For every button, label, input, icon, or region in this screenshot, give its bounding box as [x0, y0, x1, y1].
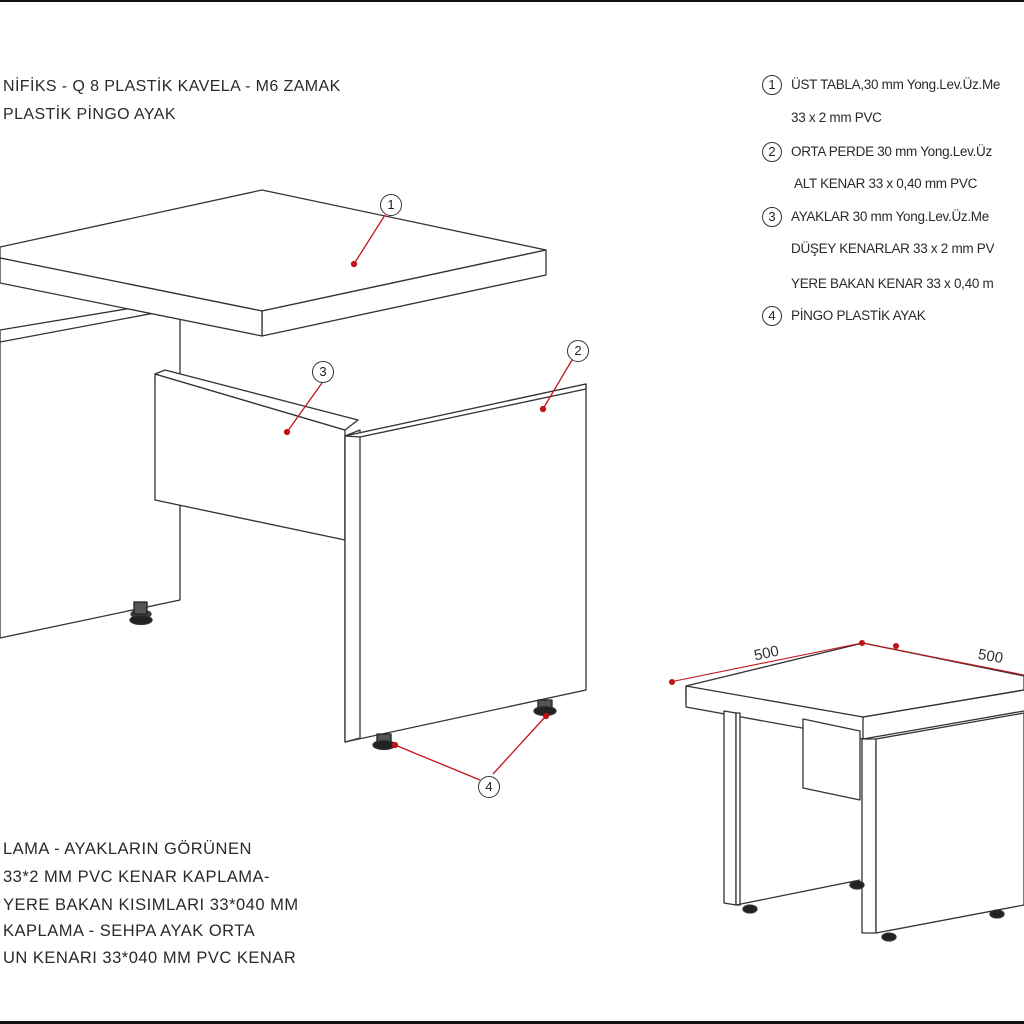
- assembled-foot-1: [743, 905, 757, 913]
- legend-number-2: 2: [762, 142, 782, 162]
- back-side-panel: [0, 300, 180, 638]
- assembled-left-leg-bottom: [736, 880, 860, 905]
- foot-front-left: [373, 734, 395, 750]
- side-panel-face: [345, 384, 586, 742]
- back-foot-stem: [134, 602, 147, 614]
- assembled-modesty-panel: [803, 719, 860, 800]
- dimension-point: [860, 641, 865, 646]
- legend-item-3-line-3: YERE BAKAN KENAR 33 x 0,40 m: [791, 276, 994, 291]
- legend-item-4-line-1: PİNGO PLASTİK AYAK: [791, 308, 926, 323]
- leader-line-4b: [493, 716, 546, 774]
- legend-number-1: 1: [762, 75, 782, 95]
- footer-note-line-5: UN KENARI 33*040 MM PVC KENAR: [3, 949, 297, 967]
- assembled-foot-3: [882, 933, 896, 941]
- callout-2: 2: [567, 340, 589, 362]
- dimension-point: [894, 644, 899, 649]
- dimension-label-width: 500: [752, 642, 781, 665]
- legend-item-3-line-2: DÜŞEY KENARLAR 33 x 2 mm PV: [791, 241, 995, 256]
- assembled-left-leg: [724, 711, 736, 905]
- legend-item-2-line-1: ORTA PERDE 30 mm Yong.Lev.Üz: [791, 144, 992, 159]
- assembled-right-leg-face: [876, 713, 1024, 933]
- side-panel-edge: [345, 430, 360, 742]
- footer-note-line-1: LAMA - AYAKLARIN GÖRÜNEN: [3, 840, 252, 858]
- dimension-point: [670, 680, 675, 685]
- legend-item-3-line-1: AYAKLAR 30 mm Yong.Lev.Üz.Me: [791, 209, 989, 224]
- legend-item-1-line-2: 33 x 2 mm PVC: [791, 110, 882, 125]
- legend-number-4: 4: [762, 306, 782, 326]
- footer-note-line-3: YERE BAKAN KISIMLARI 33*040 MM: [3, 896, 299, 914]
- leader-dot-2: [541, 407, 546, 412]
- callout-1: 1: [380, 194, 402, 216]
- assembled-left-leg-face: [736, 713, 740, 905]
- legend-number-3: 3: [762, 207, 782, 227]
- back-foot-base: [130, 616, 152, 625]
- leader-dot-1: [352, 262, 357, 267]
- assembled-right-leg-edge: [862, 739, 876, 933]
- header-note-line-2: PLASTİK PİNGO AYAK: [3, 106, 176, 123]
- legend-item-1-line-1: ÜST TABLA,30 mm Yong.Lev.Üz.Me: [791, 77, 1001, 92]
- callout-4: 4: [478, 776, 500, 798]
- leader-dot-4b: [544, 714, 549, 719]
- footer-note-line-4: KAPLAMA - SEHPA AYAK ORTA: [3, 922, 256, 940]
- leader-dot-4a: [393, 743, 398, 748]
- legend-item-2-line-2: ALT KENAR 33 x 0,40 mm PVC: [794, 176, 978, 191]
- footer-note-line-2: 33*2 MM PVC KENAR KAPLAMA-: [3, 868, 270, 886]
- leader-line-4a: [395, 745, 480, 780]
- assembled-foot-4: [990, 910, 1004, 918]
- leader-dot-3: [285, 430, 290, 435]
- header-note-line-1: NİFİKS - Q 8 PLASTİK KAVELA - M6 ZAMAK: [3, 78, 341, 95]
- assembled-foot-2: [850, 881, 864, 889]
- dimension-label-depth: 500: [976, 645, 1005, 668]
- callout-3: 3: [312, 361, 334, 383]
